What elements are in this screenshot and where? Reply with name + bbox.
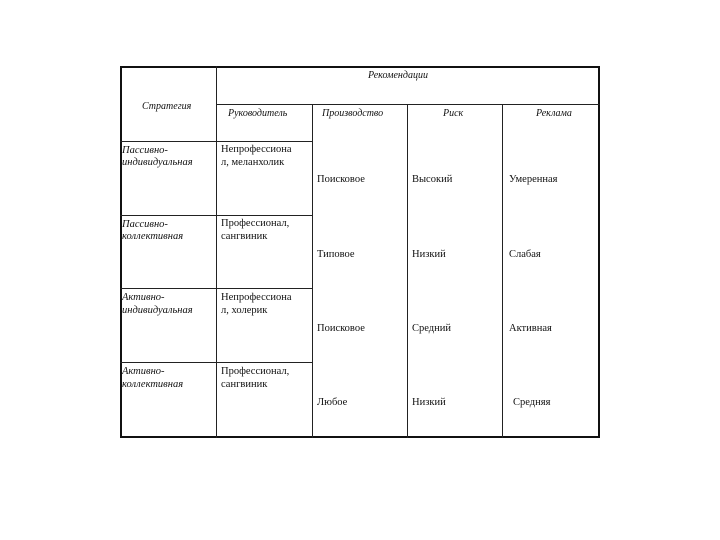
row3-risk: Средний — [412, 323, 451, 334]
column-divider — [502, 104, 503, 438]
row4-risk: Низкий — [412, 397, 446, 408]
column-divider — [312, 104, 313, 438]
row4-leader-line1: Профессионал, — [221, 366, 290, 377]
row2-ads: Слабая — [509, 249, 541, 260]
row3-leader-line1: Непрофессиона — [221, 292, 292, 303]
header-group-divider — [216, 104, 600, 105]
row4-strategy-line2: коллективная — [122, 379, 184, 390]
row1-strategy-line2: индивидуальная — [122, 157, 193, 168]
row2-leader-line2: сангвиник — [221, 231, 268, 242]
row1-leader-line2: л, меланхолик — [221, 157, 285, 168]
row1-strategy-line1: Пассивно- — [122, 145, 168, 156]
row3-leader-line2: л, холерик — [221, 305, 268, 316]
row1-ads: Умеренная — [509, 174, 558, 185]
column-divider — [407, 104, 408, 438]
row2-strategy-line1: Пассивно- — [122, 219, 168, 230]
row3-production: Поисковое — [317, 323, 365, 334]
row1-risk: Высокий — [412, 174, 453, 185]
header-leader: Руководитель — [228, 108, 288, 119]
row4-production: Любое — [317, 397, 348, 408]
row2-leader-line1: Профессионал, — [221, 218, 290, 229]
header-strategy: Стратегия — [142, 101, 192, 112]
row4-ads: Средняя — [513, 397, 551, 408]
row1-leader-line1: Непрофессиона — [221, 144, 292, 155]
row3-ads: Активная — [509, 323, 552, 334]
row1-production: Поисковое — [317, 174, 365, 185]
header-ads: Реклама — [536, 108, 572, 119]
column-divider — [216, 66, 217, 438]
header-production: Производство — [322, 108, 384, 119]
row4-leader-line2: сангвиник — [221, 379, 268, 390]
row3-strategy-line2: индивидуальная — [122, 305, 193, 316]
row4-strategy-line1: Активно- — [122, 366, 165, 377]
row2-strategy-line2: коллективная — [122, 231, 184, 242]
row2-risk: Низкий — [412, 249, 446, 260]
header-risk: Риск — [443, 108, 464, 119]
row2-production: Типовое — [317, 249, 355, 260]
row3-strategy-line1: Активно- — [122, 292, 165, 303]
header-group-label: Рекомендации — [368, 70, 428, 81]
